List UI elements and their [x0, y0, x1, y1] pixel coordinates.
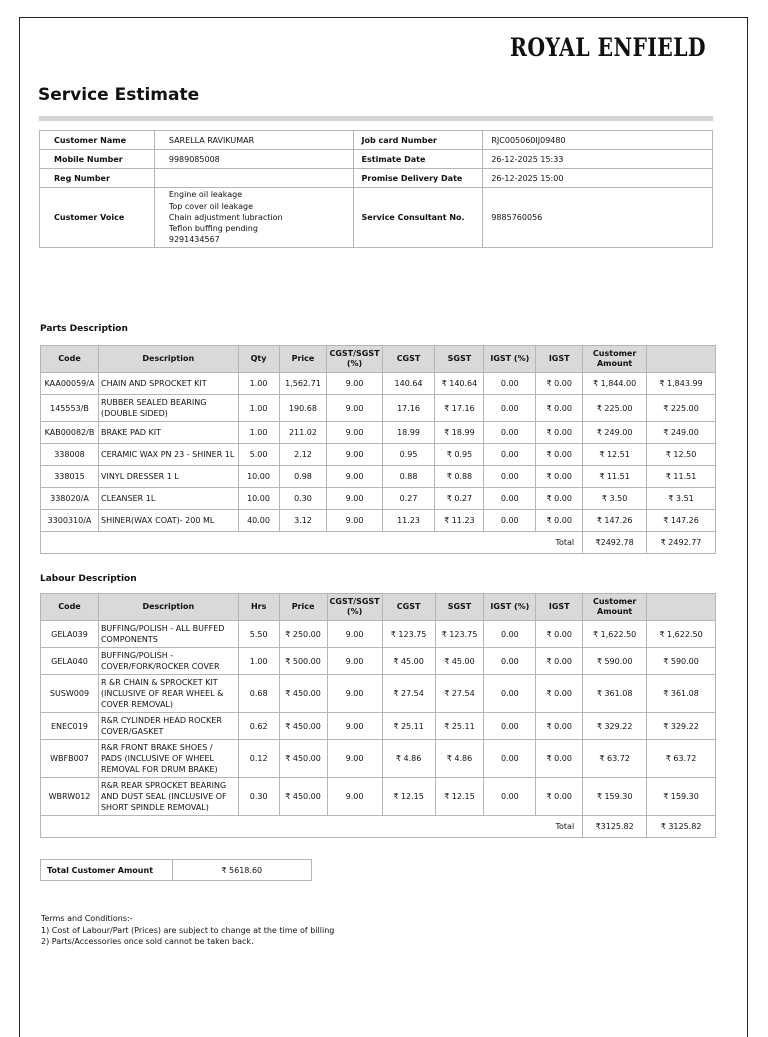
labour-cell: 9.00 — [327, 713, 382, 740]
labour-cell: ₹ 450.00 — [279, 675, 327, 713]
parts-row — [41, 466, 716, 488]
labour-row — [41, 740, 716, 778]
parts-cell: ₹ 0.27 — [435, 488, 484, 510]
labour-total-label: Total — [41, 816, 583, 838]
parts-total-amount: ₹2492.78 — [583, 532, 647, 554]
labour-cell: 9.00 — [327, 778, 382, 816]
parts-cell: 9.00 — [327, 444, 382, 466]
labour-cell: ₹ 27.54 — [435, 675, 484, 713]
terms-heading: Terms and Conditions:- — [41, 914, 133, 923]
labour-cell: GELA039 — [41, 621, 99, 648]
labour-cell: ₹ 450.00 — [279, 778, 327, 816]
labour-header-cell: IGST — [536, 594, 583, 621]
labour-cell: ₹ 450.00 — [279, 713, 327, 740]
promise-date-label: Promise Delivery Date — [353, 169, 483, 188]
parts-cell: 0.00 — [484, 510, 536, 532]
parts-cell: ₹ 225.00 — [647, 395, 716, 422]
labour-row — [41, 648, 716, 675]
parts-cell: ₹ 147.26 — [647, 510, 716, 532]
grand-total-table — [40, 859, 312, 881]
labour-cell: ₹ 0.00 — [536, 648, 583, 675]
parts-cell: ₹ 12.51 — [583, 444, 647, 466]
labour-cell: 1.00 — [238, 648, 279, 675]
parts-cell: ₹ 11.51 — [647, 466, 716, 488]
parts-cell: 0.98 — [279, 466, 327, 488]
parts-header-cell: IGST — [536, 346, 583, 373]
parts-cell: 145553/B — [41, 395, 99, 422]
parts-cell: ₹ 3.50 — [583, 488, 647, 510]
parts-cell: ₹ 17.16 — [435, 395, 484, 422]
customer-info-table — [39, 130, 713, 248]
labour-cell: ₹ 361.08 — [647, 675, 716, 713]
parts-total-label: Total — [41, 532, 583, 554]
parts-cell: 0.00 — [484, 373, 536, 395]
customer-name-value: SARELLA RAVIKUMAR — [154, 131, 353, 150]
parts-cell: 9.00 — [327, 373, 382, 395]
parts-cell: ₹ 11.23 — [435, 510, 484, 532]
labour-row — [41, 621, 716, 648]
parts-cell: ₹ 12.50 — [647, 444, 716, 466]
labour-header-cell: IGST (%) — [484, 594, 536, 621]
labour-cell: GELA040 — [41, 648, 99, 675]
parts-cell: 18.99 — [382, 422, 435, 444]
parts-row — [41, 510, 716, 532]
labour-section-title: Labour Description — [40, 574, 137, 584]
labour-cell: 0.12 — [238, 740, 279, 778]
labour-cell: 0.00 — [484, 621, 536, 648]
parts-header-cell — [647, 346, 716, 373]
labour-table — [40, 593, 716, 838]
labour-cell: ₹ 159.30 — [583, 778, 647, 816]
parts-cell: ₹ 3.51 — [647, 488, 716, 510]
labour-cell: R &R CHAIN & SPROCKET KIT (INCLUSIVE OF REAR WHEEL & COVER REMOVAL) — [98, 675, 238, 713]
labour-total-amount-2: ₹ 3125.82 — [647, 816, 716, 838]
labour-cell: R&R FRONT BRAKE SHOES / PADS (INCLUSIVE OF WHEEL REMOVAL FOR DRUM BRAKE) — [98, 740, 238, 778]
labour-header-cell — [647, 594, 716, 621]
labour-cell: ₹ 4.86 — [382, 740, 435, 778]
labour-cell: 0.00 — [484, 648, 536, 675]
voice-line: 9291434567 — [168, 235, 220, 245]
labour-cell: ₹ 12.15 — [382, 778, 435, 816]
parts-row — [41, 373, 716, 395]
labour-cell: ₹ 250.00 — [279, 621, 327, 648]
parts-cell: 211.02 — [279, 422, 327, 444]
labour-cell: ₹ 63.72 — [583, 740, 647, 778]
grand-total-value: ₹ 5618.60 — [172, 860, 311, 881]
parts-header-cell: Code — [41, 346, 99, 373]
mobile-label: Mobile Number — [40, 150, 155, 169]
terms-line: 1) Cost of Labour/Part (Prices) are subject to change at the time of billing — [41, 925, 335, 935]
labour-header-cell: Customer Amount — [583, 594, 647, 621]
labour-cell: ₹ 45.00 — [435, 648, 484, 675]
labour-header-cell: SGST — [435, 594, 484, 621]
parts-header-cell: Description — [98, 346, 238, 373]
parts-cell: ₹ 249.00 — [647, 422, 716, 444]
customer-voice-label: Customer Voice — [40, 188, 155, 248]
labour-cell: ₹ 450.00 — [279, 740, 327, 778]
job-card-value: RJC005060IJ09480 — [483, 131, 713, 150]
parts-cell: 1.00 — [238, 422, 279, 444]
labour-total-amount: ₹3125.82 — [583, 816, 647, 838]
labour-cell: ₹ 329.22 — [647, 713, 716, 740]
parts-cell: 3300310/A — [41, 510, 99, 532]
labour-cell: 5.50 — [238, 621, 279, 648]
parts-cell: 0.00 — [484, 466, 536, 488]
parts-cell: ₹ 225.00 — [583, 395, 647, 422]
terms-line: 2) Parts/Accessories once sold cannot be taken back. — [41, 937, 254, 946]
labour-cell: WBRW012 — [41, 778, 99, 816]
parts-row — [41, 422, 716, 444]
parts-cell: 40.00 — [238, 510, 279, 532]
labour-cell: ₹ 123.75 — [435, 621, 484, 648]
labour-row — [41, 778, 716, 816]
parts-cell: ₹ 0.00 — [536, 395, 583, 422]
parts-cell: CLEANSER 1L — [98, 488, 238, 510]
parts-row — [41, 488, 716, 510]
labour-cell: SUSW009 — [41, 675, 99, 713]
consultant-value: 9885760056 — [483, 188, 713, 248]
parts-cell: ₹ 0.00 — [536, 444, 583, 466]
labour-row — [41, 713, 716, 740]
voice-line: Teflon buffing pending — [168, 224, 258, 234]
title-divider — [39, 116, 713, 121]
labour-cell: 9.00 — [327, 740, 382, 778]
labour-cell: 0.62 — [238, 713, 279, 740]
parts-cell: 0.00 — [484, 488, 536, 510]
labour-cell: ₹ 0.00 — [536, 713, 583, 740]
parts-cell: 2.12 — [279, 444, 327, 466]
parts-row — [41, 444, 716, 466]
parts-header-cell: CGST — [382, 346, 435, 373]
parts-cell: 0.88 — [382, 466, 435, 488]
parts-cell: 0.30 — [279, 488, 327, 510]
labour-cell: ₹ 63.72 — [647, 740, 716, 778]
labour-cell: ₹ 12.15 — [435, 778, 484, 816]
labour-cell: BUFFING/POLISH - ALL BUFFED COMPONENTS — [98, 621, 238, 648]
parts-cell: ₹ 0.00 — [536, 510, 583, 532]
parts-cell: ₹ 0.95 — [435, 444, 484, 466]
parts-cell: ₹ 0.00 — [536, 466, 583, 488]
parts-cell: 0.27 — [382, 488, 435, 510]
labour-cell: 0.00 — [484, 740, 536, 778]
labour-header-cell: Description — [98, 594, 238, 621]
parts-table — [40, 345, 716, 554]
parts-cell: 1.00 — [238, 373, 279, 395]
parts-cell: 9.00 — [327, 395, 382, 422]
labour-cell: ₹ 25.11 — [435, 713, 484, 740]
labour-cell: ₹ 500.00 — [279, 648, 327, 675]
royal-enfield-logo-icon — [510, 30, 710, 64]
parts-section-title: Parts Description — [40, 324, 128, 334]
parts-total-amount-2: ₹ 2492.77 — [647, 532, 716, 554]
parts-cell: 1.00 — [238, 395, 279, 422]
labour-cell: ₹ 27.54 — [382, 675, 435, 713]
labour-cell: R&R CYLINDER HEAD ROCKER COVER/GASKET — [98, 713, 238, 740]
labour-cell: R&R REAR SPROCKET BEARING AND DUST SEAL (INCLUSIVE OF SHORT SPINDLE REMOVAL) — [98, 778, 238, 816]
labour-row — [41, 675, 716, 713]
page-title: Service Estimate — [38, 85, 200, 105]
parts-cell: 9.00 — [327, 510, 382, 532]
labour-header-cell: Code — [41, 594, 99, 621]
parts-cell: VINYL DRESSER 1 L — [98, 466, 238, 488]
labour-header-cell: Price — [279, 594, 327, 621]
voice-line: Top cover oil leakage — [168, 201, 254, 211]
parts-cell: ₹ 0.88 — [435, 466, 484, 488]
parts-cell: 10.00 — [238, 466, 279, 488]
parts-cell: 190.68 — [279, 395, 327, 422]
terms-and-conditions — [41, 913, 334, 948]
parts-cell: 140.64 — [382, 373, 435, 395]
parts-cell: 9.00 — [327, 466, 382, 488]
labour-cell: 0.00 — [484, 713, 536, 740]
parts-cell: KAB00082/B — [41, 422, 99, 444]
parts-header-cell: CGST/SGST (%) — [327, 346, 382, 373]
parts-header-cell: SGST — [435, 346, 484, 373]
labour-cell: ₹ 45.00 — [382, 648, 435, 675]
parts-cell: 1,562.71 — [279, 373, 327, 395]
parts-cell: ₹ 140.64 — [435, 373, 484, 395]
parts-cell: CERAMIC WAX PN 23 - SHINER 1L — [98, 444, 238, 466]
parts-cell: SHINER(WAX COAT)- 200 ML — [98, 510, 238, 532]
reg-value — [154, 169, 353, 188]
parts-cell: 9.00 — [327, 422, 382, 444]
labour-cell: ₹ 4.86 — [435, 740, 484, 778]
labour-cell: ₹ 0.00 — [536, 778, 583, 816]
parts-cell: 0.95 — [382, 444, 435, 466]
svg-text:ROYAL ENFIELD: ROYAL ENFIELD — [510, 33, 706, 62]
labour-cell: BUFFING/POLISH - COVER/FORK/ROCKER COVER — [98, 648, 238, 675]
job-card-label: Job card Number — [353, 131, 483, 150]
labour-cell: 9.00 — [327, 675, 382, 713]
labour-cell: ₹ 329.22 — [583, 713, 647, 740]
mobile-value: 9989085008 — [154, 150, 353, 169]
parts-cell: 338015 — [41, 466, 99, 488]
voice-line: Chain adjustment lubraction — [168, 212, 283, 222]
labour-cell: ₹ 1,622.50 — [647, 621, 716, 648]
parts-cell: 0.00 — [484, 395, 536, 422]
estimate-date-value: 26-12-2025 15:33 — [483, 150, 713, 169]
parts-cell: ₹ 11.51 — [583, 466, 647, 488]
parts-cell: 3.12 — [279, 510, 327, 532]
parts-cell: ₹ 249.00 — [583, 422, 647, 444]
parts-cell: ₹ 147.26 — [583, 510, 647, 532]
parts-cell: 5.00 — [238, 444, 279, 466]
parts-cell: 11.23 — [382, 510, 435, 532]
labour-cell: ₹ 1,622.50 — [583, 621, 647, 648]
labour-cell: 9.00 — [327, 648, 382, 675]
parts-cell: ₹ 0.00 — [536, 373, 583, 395]
grand-total-label: Total Customer Amount — [41, 860, 173, 881]
labour-cell: ₹ 590.00 — [647, 648, 716, 675]
labour-cell: ₹ 159.30 — [647, 778, 716, 816]
parts-cell: 0.00 — [484, 422, 536, 444]
parts-cell: ₹ 0.00 — [536, 422, 583, 444]
parts-row — [41, 395, 716, 422]
labour-cell: 9.00 — [327, 621, 382, 648]
voice-line: Engine oil leakage — [168, 190, 243, 200]
consultant-label: Service Consultant No. — [353, 188, 483, 248]
labour-header-cell: Hrs — [238, 594, 279, 621]
parts-cell: ₹ 18.99 — [435, 422, 484, 444]
labour-cell: 0.30 — [238, 778, 279, 816]
labour-cell: ₹ 0.00 — [536, 621, 583, 648]
parts-cell: 10.00 — [238, 488, 279, 510]
parts-cell: 338020/A — [41, 488, 99, 510]
parts-cell: 338008 — [41, 444, 99, 466]
customer-voice-value — [154, 188, 353, 248]
customer-name-label: Customer Name — [40, 131, 155, 150]
parts-cell: 0.00 — [484, 444, 536, 466]
parts-header-cell: Customer Amount — [583, 346, 647, 373]
labour-cell: ₹ 0.00 — [536, 675, 583, 713]
labour-cell: ₹ 25.11 — [382, 713, 435, 740]
labour-cell: 0.68 — [238, 675, 279, 713]
estimate-date-label: Estimate Date — [353, 150, 483, 169]
reg-label: Reg Number — [40, 169, 155, 188]
labour-cell: ₹ 0.00 — [536, 740, 583, 778]
promise-date-value: 26-12-2025 15:00 — [483, 169, 713, 188]
parts-cell: 9.00 — [327, 488, 382, 510]
parts-header-cell: IGST (%) — [484, 346, 536, 373]
parts-cell: ₹ 1,843.99 — [647, 373, 716, 395]
parts-cell: ₹ 0.00 — [536, 488, 583, 510]
parts-cell: RUBBER SEALED BEARING (DOUBLE SIDED) — [98, 395, 238, 422]
parts-cell: 17.16 — [382, 395, 435, 422]
labour-cell: ₹ 590.00 — [583, 648, 647, 675]
parts-cell: KAA00059/A — [41, 373, 99, 395]
parts-cell: CHAIN AND SPROCKET KIT — [98, 373, 238, 395]
parts-header-cell: Qty — [238, 346, 279, 373]
labour-cell: WBFB007 — [41, 740, 99, 778]
labour-cell: ₹ 361.08 — [583, 675, 647, 713]
parts-cell: BRAKE PAD KIT — [98, 422, 238, 444]
parts-header-cell: Price — [279, 346, 327, 373]
labour-header-cell: CGST/SGST (%) — [327, 594, 382, 621]
brand-logo — [510, 30, 710, 70]
labour-cell: 0.00 — [484, 778, 536, 816]
labour-cell: ENEC019 — [41, 713, 99, 740]
labour-cell: 0.00 — [484, 675, 536, 713]
labour-header-cell: CGST — [382, 594, 435, 621]
labour-cell: ₹ 123.75 — [382, 621, 435, 648]
parts-cell: ₹ 1,844.00 — [583, 373, 647, 395]
